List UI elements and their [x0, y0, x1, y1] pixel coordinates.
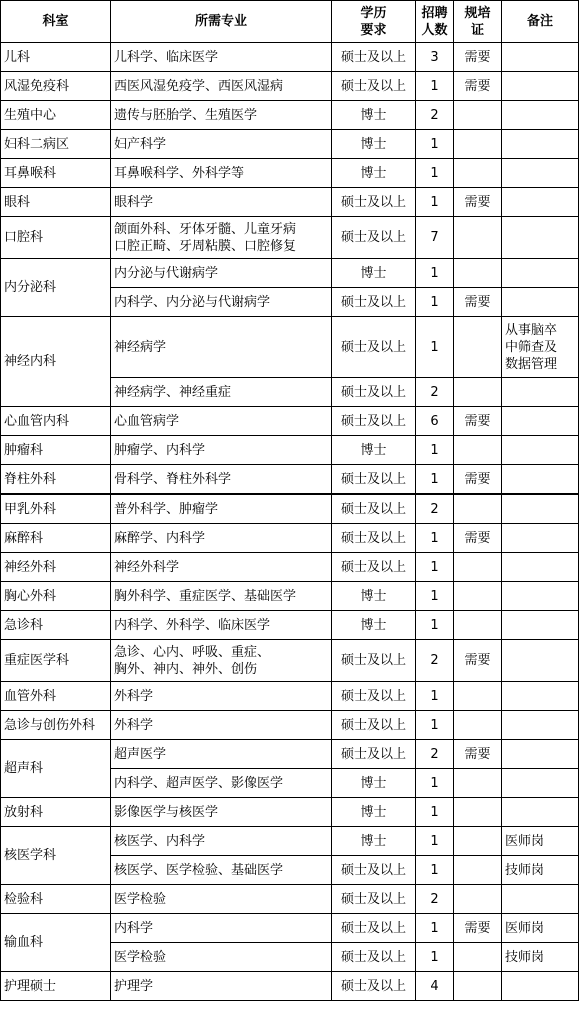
- cell-certificate: 需要: [454, 188, 502, 217]
- cell-dept: 耳鼻喉科: [1, 159, 111, 188]
- table-row: [1, 465, 579, 495]
- cell-major: 内分泌与代谢病学: [111, 259, 332, 288]
- cell-dept: 生殖中心: [1, 101, 111, 130]
- cell-note: [502, 217, 579, 259]
- table-row: [1, 640, 579, 682]
- cell-certificate: [454, 611, 502, 640]
- cell-education: 硕士及以上: [332, 465, 416, 495]
- cell-dept: 肿瘤科: [1, 436, 111, 465]
- cell-education: 博士: [332, 798, 416, 827]
- cell-note: [502, 72, 579, 101]
- cell-major: 麻醉学、内科学: [111, 524, 332, 553]
- cell-major: 西医风湿免疫学、西医风湿病: [111, 72, 332, 101]
- cell-certificate: [454, 711, 502, 740]
- cell-note: [502, 711, 579, 740]
- header-certificate: [454, 1, 502, 43]
- cell-education: 博士: [332, 259, 416, 288]
- table-row: [1, 494, 579, 524]
- cell-education: 硕士及以上: [332, 43, 416, 72]
- cell-certificate: [454, 101, 502, 130]
- cell-major-line1: 急诊、心内、呼吸、重症、: [114, 644, 271, 660]
- cell-note: [502, 640, 579, 682]
- cell-major: 骨科学、脊柱外科学: [111, 465, 332, 495]
- cell-note: [502, 43, 579, 72]
- table-row: [1, 740, 579, 769]
- cell-major: [111, 640, 332, 682]
- header-row: [1, 1, 579, 43]
- cell-education: 硕士及以上: [332, 188, 416, 217]
- cell-major: 心血管病学: [111, 407, 332, 436]
- cell-major: 影像医学与核医学: [111, 798, 332, 827]
- cell-note: [502, 317, 579, 378]
- cell-note: [502, 407, 579, 436]
- cell-dept: 血管外科: [1, 682, 111, 711]
- cell-note: [502, 769, 579, 798]
- table-row: [1, 885, 579, 914]
- cell-major: 护理学: [111, 972, 332, 1001]
- header-education: [332, 1, 416, 43]
- cell-note: [502, 288, 579, 317]
- cell-major: 普外科学、肿瘤学: [111, 494, 332, 524]
- table-row: [1, 827, 579, 856]
- table-row: [1, 130, 579, 159]
- cell-count: 1: [416, 317, 454, 378]
- cell-education: 硕士及以上: [332, 317, 416, 378]
- cell-certificate: [454, 159, 502, 188]
- cell-dept: 心血管内科: [1, 407, 111, 436]
- cell-count: 1: [416, 130, 454, 159]
- cell-education: 博士: [332, 827, 416, 856]
- cell-count: 1: [416, 769, 454, 798]
- cell-count: 1: [416, 798, 454, 827]
- cell-major: 内科学、外科学、临床医学: [111, 611, 332, 640]
- cell-certificate: [454, 943, 502, 972]
- cell-dept: 口腔科: [1, 217, 111, 259]
- cell-certificate: [454, 827, 502, 856]
- cell-note: [502, 972, 579, 1001]
- cell-count: 1: [416, 827, 454, 856]
- cell-education: 硕士及以上: [332, 885, 416, 914]
- cell-note: [502, 378, 579, 407]
- cell-dept: 神经内科: [1, 317, 111, 407]
- cell-major: 外科学: [111, 682, 332, 711]
- header-education-line2: 要求: [360, 22, 387, 38]
- cell-note: [502, 465, 579, 495]
- cell-count: 1: [416, 188, 454, 217]
- cell-major: 胸外科学、重症医学、基础医学: [111, 582, 332, 611]
- cell-education: 硕士及以上: [332, 288, 416, 317]
- cell-education: 硕士及以上: [332, 553, 416, 582]
- header-count-line2: 人数: [421, 22, 448, 38]
- table-row: [1, 553, 579, 582]
- table-row: [1, 798, 579, 827]
- cell-dept: 眼科: [1, 188, 111, 217]
- table-row: [1, 259, 579, 288]
- cell-education: 硕士及以上: [332, 494, 416, 524]
- cell-dept: 甲乳外科: [1, 494, 111, 524]
- cell-education: 硕士及以上: [332, 740, 416, 769]
- cell-certificate: [454, 259, 502, 288]
- table-row: [1, 159, 579, 188]
- cell-education: 博士: [332, 582, 416, 611]
- header-dept: 科室: [1, 1, 111, 43]
- cell-count: 1: [416, 914, 454, 943]
- cell-note-line3: 数据管理: [505, 356, 558, 372]
- cell-count: 1: [416, 553, 454, 582]
- cell-note: [502, 798, 579, 827]
- cell-dept: 急诊科: [1, 611, 111, 640]
- cell-major: 内科学: [111, 914, 332, 943]
- cell-major: 妇产科学: [111, 130, 332, 159]
- cell-dept: 麻醉科: [1, 524, 111, 553]
- header-education-line1: 学历: [360, 5, 387, 21]
- cell-note: [502, 611, 579, 640]
- cell-certificate: [454, 436, 502, 465]
- cell-count: 2: [416, 740, 454, 769]
- table-row: [1, 407, 579, 436]
- table-row: [1, 101, 579, 130]
- cell-count: 1: [416, 259, 454, 288]
- cell-count: 1: [416, 856, 454, 885]
- cell-note: [502, 436, 579, 465]
- cell-education: 博士: [332, 159, 416, 188]
- cell-major: 儿科学、临床医学: [111, 43, 332, 72]
- cell-certificate: 需要: [454, 407, 502, 436]
- cell-education: 博士: [332, 436, 416, 465]
- cell-education: 硕士及以上: [332, 72, 416, 101]
- cell-certificate: 需要: [454, 465, 502, 495]
- cell-note: 医师岗: [502, 914, 579, 943]
- cell-major: [111, 217, 332, 259]
- header-certificate-line1: 规培: [464, 5, 491, 21]
- cell-note: [502, 682, 579, 711]
- cell-education: 硕士及以上: [332, 856, 416, 885]
- cell-note: [502, 553, 579, 582]
- cell-count: 1: [416, 72, 454, 101]
- cell-dept: 儿科: [1, 43, 111, 72]
- table-row: [1, 972, 579, 1001]
- table-row: [1, 682, 579, 711]
- cell-count: 2: [416, 885, 454, 914]
- cell-certificate: [454, 856, 502, 885]
- cell-major: 遗传与胚胎学、生殖医学: [111, 101, 332, 130]
- cell-certificate: [454, 798, 502, 827]
- cell-dept: 内分泌科: [1, 259, 111, 317]
- cell-certificate: 需要: [454, 914, 502, 943]
- table-row: [1, 524, 579, 553]
- table-row: [1, 582, 579, 611]
- cell-count: 2: [416, 101, 454, 130]
- cell-major-line1: 颌面外科、牙体牙髓、儿童牙病: [114, 221, 297, 237]
- cell-major-line2: 口腔正畸、牙周粘膜、口腔修复: [114, 238, 297, 254]
- cell-certificate: 需要: [454, 740, 502, 769]
- cell-dept: 胸心外科: [1, 582, 111, 611]
- cell-education: 博士: [332, 130, 416, 159]
- cell-note-line2: 中筛查及: [505, 339, 558, 355]
- cell-certificate: [454, 494, 502, 524]
- cell-certificate: [454, 682, 502, 711]
- cell-dept: 急诊与创伤外科: [1, 711, 111, 740]
- cell-note: [502, 885, 579, 914]
- cell-count: 2: [416, 494, 454, 524]
- cell-certificate: [454, 885, 502, 914]
- cell-count: 1: [416, 582, 454, 611]
- cell-major: 内科学、内分泌与代谢病学: [111, 288, 332, 317]
- cell-major: 神经外科学: [111, 553, 332, 582]
- cell-count: 6: [416, 407, 454, 436]
- table-row: [1, 72, 579, 101]
- table-row: [1, 611, 579, 640]
- cell-count: 1: [416, 711, 454, 740]
- cell-count: 7: [416, 217, 454, 259]
- cell-note: [502, 130, 579, 159]
- cell-count: 1: [416, 465, 454, 495]
- cell-dept: 检验科: [1, 885, 111, 914]
- cell-note: 技师岗: [502, 943, 579, 972]
- cell-dept: 神经外科: [1, 553, 111, 582]
- cell-count: 1: [416, 288, 454, 317]
- table-row: [1, 188, 579, 217]
- cell-education: 博士: [332, 769, 416, 798]
- cell-major: 神经病学、神经重症: [111, 378, 332, 407]
- cell-certificate: 需要: [454, 72, 502, 101]
- table-row: [1, 217, 579, 259]
- cell-count: 2: [416, 640, 454, 682]
- header-count-line1: 招聘: [421, 5, 448, 21]
- cell-education: 硕士及以上: [332, 682, 416, 711]
- cell-major: 医学检验: [111, 885, 332, 914]
- cell-education: 硕士及以上: [332, 640, 416, 682]
- cell-certificate: [454, 130, 502, 159]
- cell-major: 医学检验: [111, 943, 332, 972]
- cell-major: 核医学、医学检验、基础医学: [111, 856, 332, 885]
- cell-dept: 超声科: [1, 740, 111, 798]
- cell-education: 硕士及以上: [332, 378, 416, 407]
- cell-education: 硕士及以上: [332, 217, 416, 259]
- cell-dept: 风湿免疫科: [1, 72, 111, 101]
- cell-education: 博士: [332, 101, 416, 130]
- cell-education: 硕士及以上: [332, 972, 416, 1001]
- cell-note: [502, 582, 579, 611]
- header-certificate-line2: 证: [470, 22, 484, 38]
- cell-major: 肿瘤学、内科学: [111, 436, 332, 465]
- cell-certificate: [454, 317, 502, 378]
- header-count: [416, 1, 454, 43]
- cell-count: 3: [416, 43, 454, 72]
- cell-note: 技师岗: [502, 856, 579, 885]
- cell-dept: 护理硕士: [1, 972, 111, 1001]
- cell-major: 眼科学: [111, 188, 332, 217]
- cell-certificate: 需要: [454, 43, 502, 72]
- table-row: [1, 711, 579, 740]
- cell-note: [502, 159, 579, 188]
- header-major: 所需专业: [111, 1, 332, 43]
- cell-major: 内科学、超声医学、影像医学: [111, 769, 332, 798]
- cell-major: 超声医学: [111, 740, 332, 769]
- cell-certificate: [454, 972, 502, 1001]
- cell-major-line2: 胸外、神内、神外、创伤: [114, 661, 258, 677]
- cell-note: [502, 188, 579, 217]
- cell-count: 1: [416, 524, 454, 553]
- cell-dept: 放射科: [1, 798, 111, 827]
- cell-certificate: 需要: [454, 524, 502, 553]
- cell-education: 硕士及以上: [332, 407, 416, 436]
- cell-education: 硕士及以上: [332, 711, 416, 740]
- header-note: 备注: [502, 1, 579, 43]
- cell-count: 1: [416, 943, 454, 972]
- cell-education: 硕士及以上: [332, 524, 416, 553]
- table-row: [1, 914, 579, 943]
- cell-count: 1: [416, 436, 454, 465]
- cell-note: [502, 259, 579, 288]
- cell-count: 1: [416, 611, 454, 640]
- cell-count: 4: [416, 972, 454, 1001]
- cell-certificate: 需要: [454, 288, 502, 317]
- cell-dept: 脊柱外科: [1, 465, 111, 495]
- cell-certificate: [454, 769, 502, 798]
- table-row: [1, 317, 579, 378]
- cell-major: 神经病学: [111, 317, 332, 378]
- cell-count: 1: [416, 159, 454, 188]
- cell-major: 核医学、内科学: [111, 827, 332, 856]
- cell-note: [502, 740, 579, 769]
- cell-education: 硕士及以上: [332, 914, 416, 943]
- cell-certificate: 需要: [454, 640, 502, 682]
- cell-note: [502, 494, 579, 524]
- cell-note: [502, 101, 579, 130]
- table-row: [1, 43, 579, 72]
- cell-note-line1: 从事脑卒: [505, 322, 558, 338]
- cell-count: 2: [416, 378, 454, 407]
- cell-education: 硕士及以上: [332, 943, 416, 972]
- cell-note: 医师岗: [502, 827, 579, 856]
- cell-education: 博士: [332, 611, 416, 640]
- cell-certificate: [454, 217, 502, 259]
- cell-dept: 妇科二病区: [1, 130, 111, 159]
- cell-certificate: [454, 582, 502, 611]
- cell-dept: 输血科: [1, 914, 111, 972]
- cell-major: 外科学: [111, 711, 332, 740]
- cell-major: 耳鼻喉科学、外科学等: [111, 159, 332, 188]
- cell-dept: 重症医学科: [1, 640, 111, 682]
- cell-dept: 核医学科: [1, 827, 111, 885]
- cell-count: 1: [416, 682, 454, 711]
- cell-note: [502, 524, 579, 553]
- cell-certificate: [454, 378, 502, 407]
- table-row: [1, 436, 579, 465]
- cell-certificate: [454, 553, 502, 582]
